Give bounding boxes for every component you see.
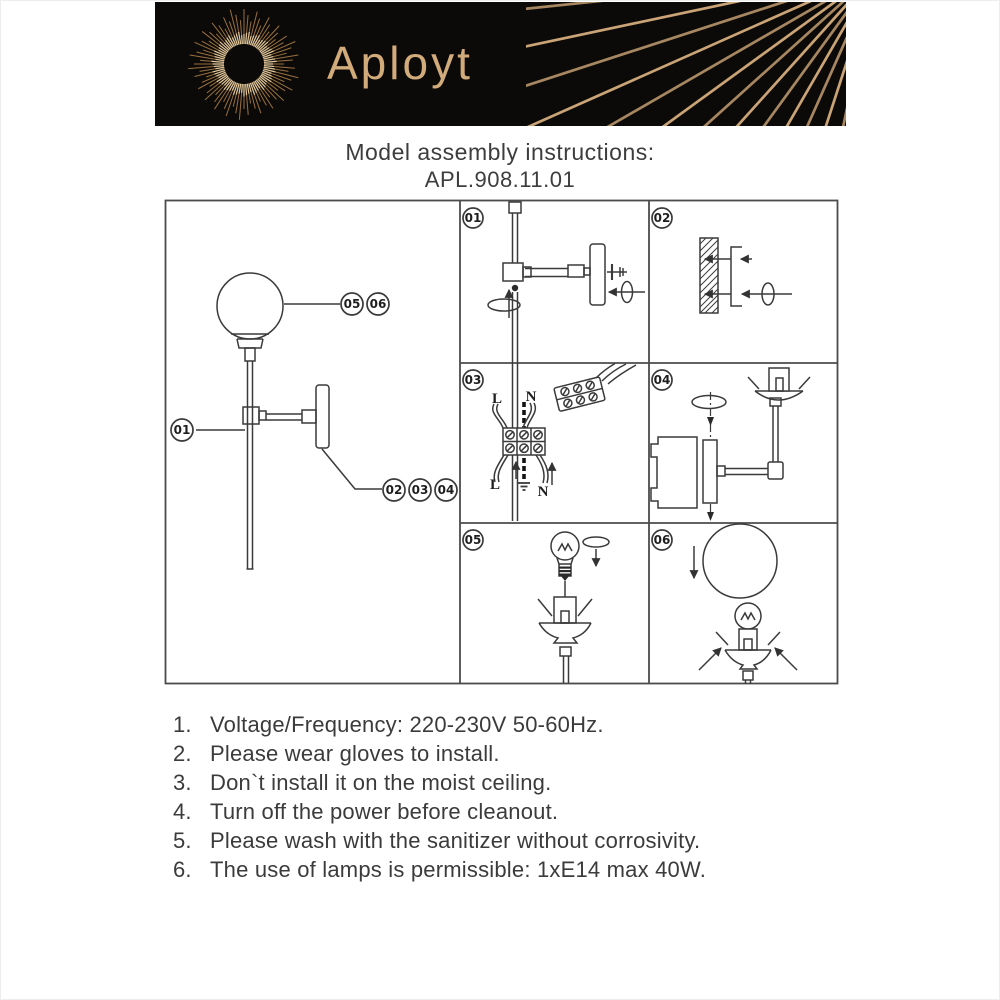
wire-label-N-top: N <box>525 389 537 405</box>
instruction-text: Voltage/Frequency: 220-230V 50-60Hz. <box>210 712 604 737</box>
instruction-item <box>173 826 853 855</box>
wall-plate <box>703 440 717 503</box>
socket-cup <box>725 650 771 669</box>
instruction-text: The use of lamps is permissible: 1xE14 max 40W. <box>210 857 707 882</box>
callout-03 <box>409 479 431 501</box>
instruction-text: Don`t install it on the moist ceiling. <box>210 770 552 795</box>
socket-cup <box>539 623 591 643</box>
wire-label-L-bottom: L <box>489 477 501 493</box>
step-label-04 <box>652 370 672 390</box>
step-panel-03 <box>463 364 636 501</box>
mounting-bracket <box>731 247 742 306</box>
arm-joint <box>243 407 259 424</box>
svg-text:02: 02 <box>385 483 403 497</box>
instruction-item <box>173 855 853 884</box>
instruction-number: 4. <box>173 799 192 824</box>
overview-lamp-drawing <box>196 273 382 569</box>
junction-box <box>651 437 697 508</box>
instruction-item <box>173 710 853 739</box>
instruction-text: Please wash with the sanitizer without corrosivity. <box>210 828 701 853</box>
glass-globe <box>703 524 777 598</box>
callout-05 <box>341 293 363 315</box>
lamp-globe <box>217 273 283 339</box>
sunray-decoration-icon <box>526 2 846 126</box>
assembly-diagram <box>160 195 852 695</box>
ground-symbol-icon <box>518 483 530 490</box>
step-label-05 <box>463 530 483 550</box>
svg-text:04: 04 <box>437 483 455 497</box>
instruction-number: 3. <box>173 770 192 795</box>
instruction-number: 5. <box>173 828 192 853</box>
svg-text:04: 04 <box>653 373 671 387</box>
wall-plate <box>590 244 605 305</box>
step-label-02 <box>652 208 672 228</box>
starburst-logo-icon <box>169 2 319 126</box>
wall-plate <box>316 385 329 448</box>
light-bulb-icon <box>735 603 761 629</box>
svg-text:03: 03 <box>411 483 429 497</box>
instruction-text: Please wear gloves to install. <box>210 741 500 766</box>
svg-text:06: 06 <box>369 297 387 311</box>
svg-text:03: 03 <box>464 373 482 387</box>
brand-name: Aployt <box>327 37 473 89</box>
model-number: APL.908.11.01 <box>424 167 576 192</box>
rotate-arrow-icon <box>692 396 726 409</box>
instruction-item <box>173 768 853 797</box>
step-label-06 <box>652 530 672 550</box>
wire-label-N-bottom: N <box>537 484 549 500</box>
step-panel-04 <box>651 368 810 521</box>
callout-04 <box>435 479 457 501</box>
screw-icon <box>607 264 627 280</box>
rotate-arrow-icon <box>488 299 520 311</box>
svg-text:05: 05 <box>343 297 361 311</box>
instruction-item <box>173 739 853 768</box>
step-label-03 <box>463 370 483 390</box>
rotate-arrow-icon <box>583 537 609 547</box>
instruction-text: Turn off the power before cleanout. <box>210 799 559 824</box>
lamp-holder <box>554 597 576 623</box>
terminal-block <box>503 428 545 455</box>
callout-06 <box>367 293 389 315</box>
instruction-number: 2. <box>173 741 192 766</box>
terminal-block-3d <box>554 364 636 412</box>
instruction-number: 6. <box>173 857 192 882</box>
brand-banner <box>155 2 846 126</box>
instructions-list <box>173 710 853 884</box>
svg-text:06: 06 <box>653 533 671 547</box>
callout-02 <box>383 479 405 501</box>
svg-text:01: 01 <box>464 211 482 225</box>
light-bulb-icon <box>551 532 579 581</box>
step-panel-06 <box>652 524 797 684</box>
callout-01 <box>171 419 193 441</box>
page-title: Model assembly instructions: <box>345 139 655 165</box>
instruction-number: 1. <box>173 712 192 737</box>
lamp-holder <box>769 368 789 391</box>
wall-section-hatched <box>700 238 718 313</box>
svg-text:02: 02 <box>653 211 671 225</box>
step-panel-02 <box>652 208 792 313</box>
step-panel-01 <box>463 202 645 521</box>
step-label-01 <box>463 208 483 228</box>
step-panel-05 <box>463 530 609 683</box>
svg-text:05: 05 <box>464 533 482 547</box>
title-block <box>0 139 1000 193</box>
svg-text:01: 01 <box>173 423 191 437</box>
wire-label-L-top: L <box>491 391 503 407</box>
instruction-item <box>173 797 853 826</box>
